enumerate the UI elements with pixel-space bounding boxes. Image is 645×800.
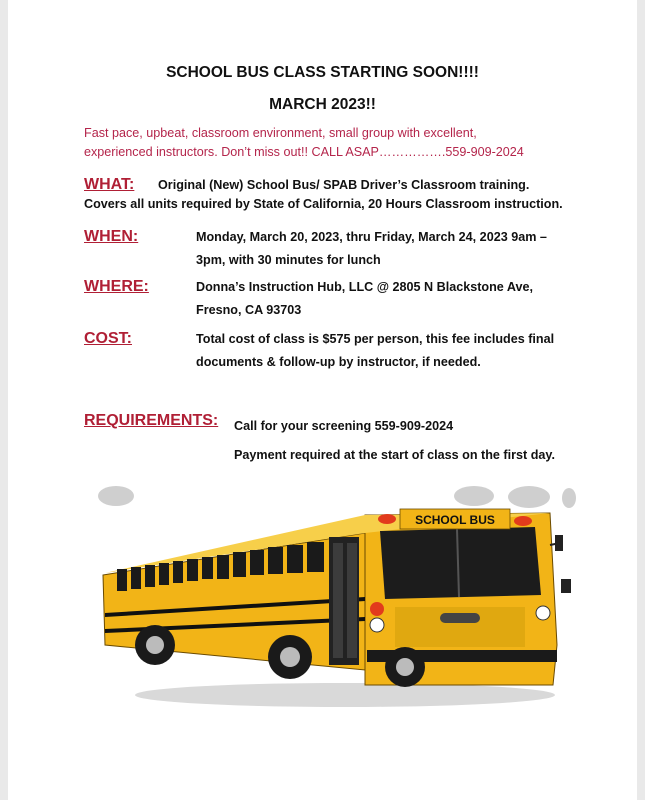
what-label: WHAT: [84, 176, 135, 193]
where-line-2: Fresno, CA 93703 [196, 303, 302, 317]
intro-line-1: Fast pace, upbeat, classroom environment, small group with excellent, [84, 126, 477, 140]
flyer-intro [84, 124, 554, 162]
when-line-1: Monday, March 20, 2023, thru Friday, March 24, 2023 9am – [196, 230, 547, 244]
where-block [196, 276, 596, 322]
when-block [196, 226, 596, 272]
intro-line-2: experienced instructors. Don’t miss out!! CALL ASAP…………….559-909-2024 [84, 145, 524, 159]
requirements-line-2: Payment required at the start of class on the first day. [234, 448, 555, 462]
requirements-label: REQUIREMENTS: [84, 412, 219, 429]
school-bus-illustration [95, 495, 575, 720]
cost-line-1: Total cost of class is $575 per person, this fee includes final [196, 332, 555, 346]
cost-block [196, 328, 596, 374]
bus-sign-text: SCHOOL BUS [415, 513, 495, 527]
requirements-block [234, 412, 624, 470]
flyer-month: MARCH 2023!! [269, 96, 376, 113]
where-label: WHERE: [84, 278, 149, 295]
cost-line-2: documents & follow-up by instructor, if needed. [196, 355, 481, 369]
when-label: WHEN: [84, 228, 139, 245]
flyer-heading: SCHOOL BUS CLASS STARTING SOON!!!! [166, 64, 479, 81]
what-line-1: Original (New) School Bus/ SPAB Driver’s Classroom training. [158, 178, 530, 192]
what-line-2: Covers all units required by State of California, 20 Hours Classroom instruction. [84, 197, 563, 211]
requirements-line-1: Call for your screening 559-909-2024 [234, 419, 454, 433]
cost-label: COST: [84, 330, 132, 347]
when-line-2: 3pm, with 30 minutes for lunch [196, 253, 381, 267]
where-line-1: Donna’s Instruction Hub, LLC @ 2805 N Blackstone Ave, [196, 280, 533, 294]
